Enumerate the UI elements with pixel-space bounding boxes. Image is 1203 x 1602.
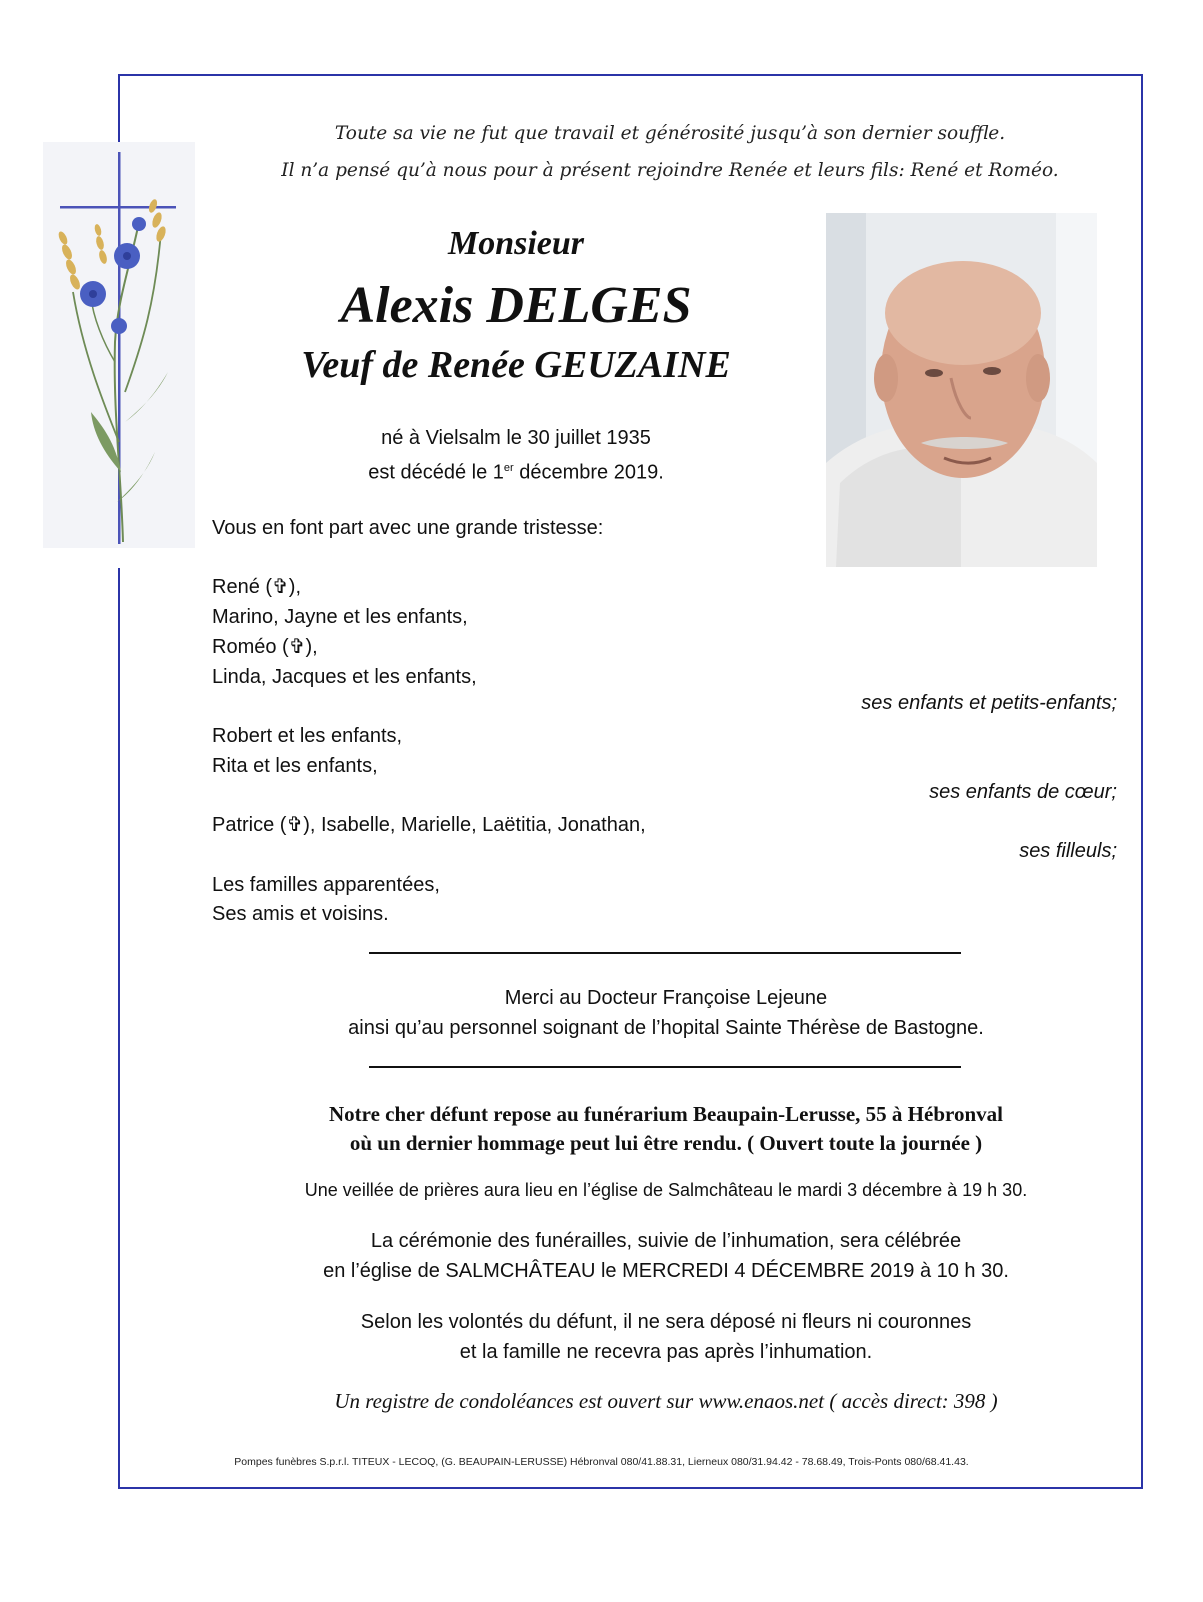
funerarium-block xyxy=(166,1100,1166,1158)
death-sup: er xyxy=(503,462,514,474)
divider xyxy=(369,952,961,954)
ceremony-block xyxy=(166,1226,1166,1286)
epigraph-line-1: Toute sa vie ne fut que travail et générosité jusqu’à son dernier souffle. xyxy=(334,123,1006,144)
epigraph xyxy=(220,115,1120,189)
family-label: ses enfants et petits-enfants; xyxy=(861,692,1117,714)
funerarium-line-1: Notre cher défunt repose au funérarium Beaupain-Lerusse, 55 à Hébronval xyxy=(329,1102,1003,1126)
family-line: Robert et les enfants, xyxy=(212,725,403,747)
birth-line: né à Vielsalm le 30 juillet 1935 xyxy=(381,427,651,449)
family-line: Linda, Jacques et les enfants, xyxy=(212,666,477,688)
death-prefix: est décédé le 1 xyxy=(368,461,504,484)
family-line: Patrice (✞), Isabelle, Marielle, Laëtitia, Jonathan, xyxy=(212,814,646,836)
deceased-photo xyxy=(826,213,1097,567)
family-label: ses filleuls; xyxy=(1019,840,1117,862)
spouse-line: Veuf de Renée GEUZAINE xyxy=(301,344,731,386)
vigil-line: Une veillée de prières aura lieu en l’église de Salmchâteau le mardi 3 décembre à 19 h 30. xyxy=(304,1180,1028,1200)
family-line: René (✞), xyxy=(212,576,302,598)
family-label: ses enfants de cœur; xyxy=(929,781,1117,803)
ceremony-line-1: La cérémonie des funérailles, suivie de l’inhumation, sera célébrée xyxy=(370,1230,962,1252)
cross-flowers-icon xyxy=(43,142,195,548)
funerarium-line-2: où un dernier hommage peut lui être rendu. ( Ouvert toute la journée ) xyxy=(349,1131,983,1155)
deceased-name: Alexis DELGES xyxy=(340,277,692,334)
death-suffix: décembre 2019. xyxy=(513,461,664,484)
registry-line: Un registre de condoléances est ouvert sur www.enaos.net ( accès direct: 398 ) xyxy=(334,1389,998,1413)
death-line xyxy=(316,453,716,488)
family-line: Marino, Jayne et les enfants, xyxy=(212,606,468,628)
family-line: Les familles apparentées, xyxy=(212,874,440,896)
thanks-line-2: ainsi qu’au personnel soignant de l’hopital Sainte Thérèse de Bastogne. xyxy=(348,1017,984,1039)
wishes-line-2: et la famille ne recevra pas après l’inhumation. xyxy=(459,1341,873,1363)
portrait-icon xyxy=(826,213,1097,567)
wishes-line-1: Selon les volontés du défunt, il ne sera déposé ni fleurs ni couronnes xyxy=(360,1311,972,1333)
title-monsieur: Monsieur xyxy=(447,225,585,262)
thanks-line-1: Merci au Docteur Françoise Lejeune xyxy=(504,987,828,1009)
epigraph-line-2: Il n’a pensé qu’à nous pour à présent rejoindre Renée et leurs fils: René et Roméo. xyxy=(281,160,1059,181)
family-line: Ses amis et voisins. xyxy=(212,903,389,925)
thanks-block xyxy=(216,983,1116,1043)
family-line: Rita et les enfants, xyxy=(212,755,378,777)
frame-gap xyxy=(116,548,122,568)
ceremony-line-2: en l’église de SALMCHÂTEAU le MERCREDI 4 DÉCEMBRE 2019 à 10 h 30. xyxy=(323,1260,1009,1282)
divider xyxy=(369,1066,961,1068)
announcement: Vous en font part avec une grande tristesse: xyxy=(212,517,604,539)
footer-contact: Pompes funèbres S.p.r.l. TITEUX - LECOQ, (G. BEAUPAIN-LERUSSE) Hébronval 080/41.88.31, Lierneux 080/31.94.42 - 78.68.49, Trois-Ponts 080/68.41.43. xyxy=(234,1456,969,1468)
wishes-block xyxy=(166,1307,1166,1367)
cross-illustration xyxy=(43,142,195,548)
family-line: Roméo (✞), xyxy=(212,636,318,658)
